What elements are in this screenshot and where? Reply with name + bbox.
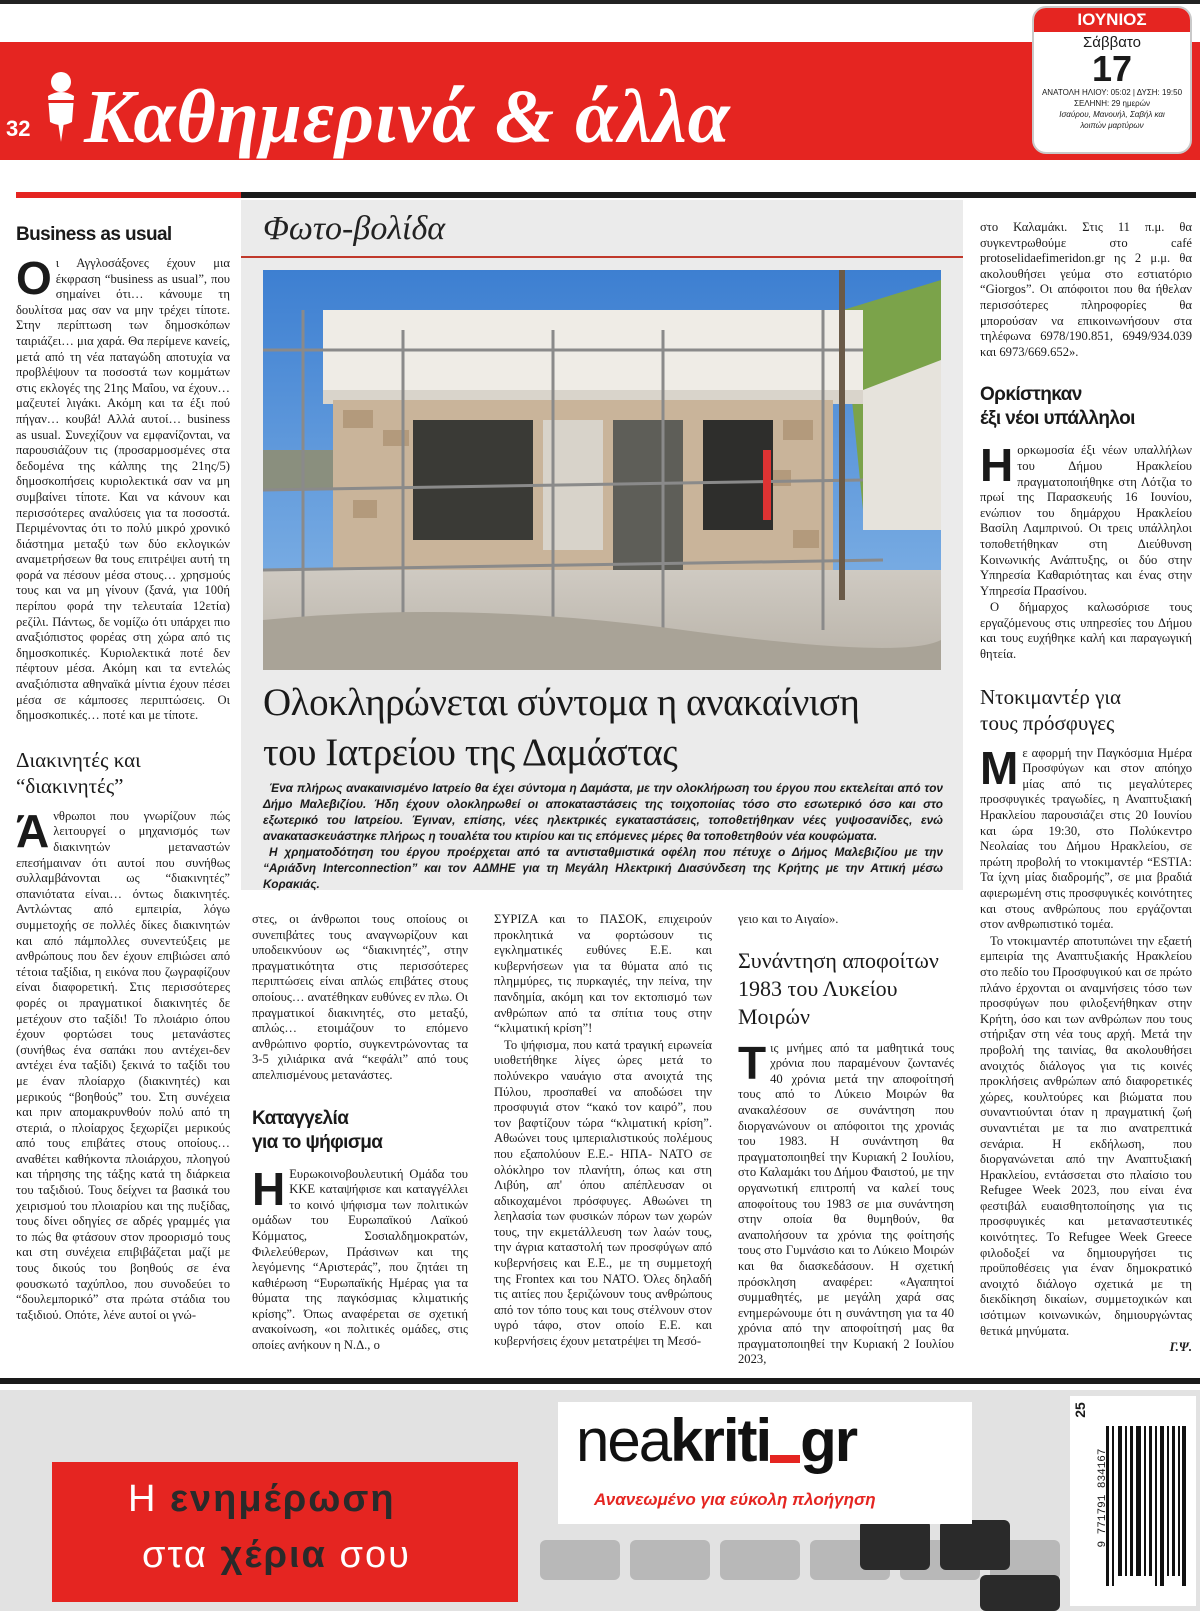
barcode-number: 9 771791 834167 <box>1097 1448 1109 1548</box>
date-sun-times: ΑΝΑΤΟΛΗ ΗΛΙΟΥ: 05:02 | ΔΥΣΗ: 19:50 <box>1041 88 1183 97</box>
feature-rule <box>241 256 963 258</box>
author-signature: Γ.Ψ. <box>1169 1340 1192 1355</box>
masthead <box>0 42 1200 160</box>
business-heading: Business as usual <box>16 224 172 245</box>
kataggelia-end: γειο και το Αιγαίο». <box>738 912 839 926</box>
ad-slogan-panel <box>52 1462 518 1602</box>
masthead-logo-icon <box>38 66 84 146</box>
column-left <box>16 224 230 1324</box>
dropcap: Η <box>980 439 1014 492</box>
documentary-article-2: Το ντοκιμαντέρ αποτυπώνει την εξαετή εμπειρία της Αναπτυξιακής Ηρακλείου στο πεδίο του Προσφυγικού και σε πρώτο πλάνο έρχονται οι αναμνήσεις τόσο των προσφύγων που φιλοξενήθηκαν στην Κρήτη, όσο και των ανθρώπων που τους στήριξαν στη νέα τους αρχή. Μετά την προβολή της ταινίας, θα ακολουθήσει ανοιχτός διάλογος για τις κοινές προκλήσεις ανθρώπων από διαφορετικές χώρες, κουλτούρες και βιώματα που συναντιούνται όταν η πραγματική ζωή συναντιέται με τα πιο ανατρεπτικά σενάρια. Η εκδήλωση, που διοργανώνεται από την Αναπτυξιακή Ηρακλείου, εντάσσεται στο πλαίσιο του Refugee Week 2023, που είναι ένα φεστιβάλ ευαισθητοποίησης για τις προσφυγικές και μεταναστευτικές κοινότητες. Το Refugee Week Greece φιλοδοξεί να δημιουργήσει τις προϋποθέσεις για έναν δημοκρατικό ανοιχτό διάλογο σχετικά με τη διεκδίκηση δικαίων, συμμετοχικών και ισότιμων κοινωνικών, δημιουργώντας θετικά μηνύματα. <box>980 933 1193 1338</box>
feature-box <box>241 200 963 890</box>
kataggelia-continued: ΣΥΡΙΖΑ και το ΠΑΣΟΚ, επιχειρούν προκλητικά να φορτώσουν τις εγκληματικές ευθύνες Ε.Ε. και κυβερνήσεων για τα θύματα από τις πλημμύρες, τις πυρκαγιές, την πείνα, την πανδημία, ακόμη και τον εκτοπισμό των ανθρώπων από τα σπίτια τους στην “κλιματική κρίση”! <box>494 912 712 1036</box>
orkistikan-article: Ηορκωμοσία έξι νέων υπαλλήλων του Δήμου Ηρακλείου πραγματοποιήθηκε στη Λότζια το πρωί της Παρασκευής 16 Ιουνίου, ενώπιον του δημάρχου Ηρακλείου Βασίλη Λαμπρινού. Οι τρεις υπάλληλοι τοποθετήθηκαν στη Διεύθυνση Κοινωνικής Ανάπτυξης, οι δύο στην Υπηρεσία Καθαριότητας και ένας στην Υπηρεσία Πρασίνου. <box>980 439 1192 598</box>
synantisi-continued: στο Καλαμάκι. Στις 11 π.μ. θα συγκεντρωθούμε στο café protoselidaefimeridon.gr ης 2 μ.μ. θα ακολουθήσει γεύμα στο εστιατόριο “Giorgos”. Οι απόφοιτοι που θα ήθελαν περισσότερες πληροφορίες θα μπορούσαν να επικοινωνήσουν στα τηλέφωνα 6978/190.851, 6949/934.039 και 6973/669.652». <box>980 220 1192 359</box>
kataggelia-article: Η Ευρωκοινοβουλευτική Ομάδα του ΚΚΕ καταψήφισε και καταγγέλλει το κοινό ψήφισμα των πολιτικών ομάδων του Ευρωπαϊκού Λαϊκού Κόμματος, Σοσιαλδημοκρατών, Φιλελεύθερων, Πράσινων και της λεγόμενης “Αριστεράς”, που ζητάει τη καθιέρωση “Ευρωπαϊκής Ημέρας για τα θύματα της παγκόσμιας κλιματικής κρίσης”. Όπως αναφέρεται σε σχετική ανακοίνωση, «οι πολιτικές ομάδες, στις οποίες ανήκουν η Ν.Δ., ο <box>252 1162 468 1353</box>
logo-underscore-icon <box>770 1455 800 1463</box>
diakinites-heading: Διακινητές και “διακινητές” <box>16 747 141 798</box>
column-right <box>980 220 1192 1356</box>
documentary-heading: Ντοκιμαντέρ για τους πρόσφυγες <box>980 684 1122 735</box>
barcode-issue: 25 <box>1071 1402 1088 1418</box>
column-4 <box>738 912 954 1369</box>
date-day-number: 17 <box>1091 48 1133 89</box>
dropcap: Η <box>252 1162 286 1215</box>
bottom-rule <box>0 1378 1200 1384</box>
neakriti-advertisement[interactable] <box>0 1390 1200 1611</box>
feature-headline: Ολοκληρώνεται σύντομα η ανακαίνιση του Ιατρείου της Δαμάστας <box>263 681 860 774</box>
ad-tagline: Ανανεωμένο για εύκολη πλοήγηση <box>594 1490 876 1509</box>
feature-photo <box>263 270 941 670</box>
diakinites-continued: στες, οι άνθρωποι τους οποίους οι συνεπιβάτες τους αναγνωρίζουν και υποδεικνύουν ως “διακινητές”, στην πραγματικότητα στις περισσότερες περιπτώσεις είναι απλώς επιβάτες στους οποίους… ανατέθηκαν ευθύνες εν πλω. Οι πραγματικοί διακινητές, στο μεταξύ, απλώς… ετοιμάζουν το επόμενο ανθρώπινο φορτίο, συγκεντρώνοντας τα 3-5 χιλιάρικα ανά “κεφάλι” από τους απελπισμένους μετανάστες. <box>252 912 468 1082</box>
top-rule <box>0 0 1200 4</box>
page-number: 32 <box>6 116 31 141</box>
synantisi-article: Τις μνήμες από τα μαθητικά τους χρόνια που παραμένουν ζωντανές 40 χρόνια μετά την αποφοίτησή τους από το Λύκειο Μοιρών θα ανακαλέσουν σε συνάντηση που διοργανώνουν οι απόφοιτοι της χρονιάς του 1983. Η συνάντηση θα πραγματοποιηθεί την Κυριακή 2 Ιουλίου, στο Καλαμάκι του Δήμου Φαιστού, με την οργανωτική επιτροπή να καλεί τους αποφοίτους του 1983 σε μια συνάντηση στην οποία θα θυμηθούν, θα αναπολήσουν τα χρόνια της φοίτησής τους στο Γυμνάσιο και το Λύκειο Μοιρών και θα διασκεδάσουν. Η σχετική πρόσκληση αναφέρει: «Αγαπητοί συμμαθητές, με μεγάλη χαρά σας ενημερώνουμε ότι η συνάντηση για τα 40 χρόνια από την αποφοίτησή μας θα πραγματοποιηθεί την Κυριακή 2 Ιουλίου 2023, <box>738 1036 954 1367</box>
synantisi-heading: Συνάντηση αποφοίτων 1983 του Λυκείου Μοιρών <box>738 947 939 1029</box>
business-article: Οι Αγγλοσάξονες έχουν μια έκφραση “business as usual”, που σημαίνει ότι… κάνουμε τη δουλίτσα μας σαν να μην τρέχει τίποτε. Στην περίπτωση των δημοσκόπων ταιριάζει… μια χαρά. Θα περίμενε κανείς, μετά από τη νέα παταγώδη αποτυχία να προβλέψουν τα ποσοστά των κομμάτων στις εκλογές της 21ης Μαΐου, να έχουν… μαζευτεί λιγάκι. Ακόμη και τα έξι πού πήγαν… κουβά! Αλλά αυτοί… business as usual. Συνεχίζουν να εμφανίζονται, να παρουσιάζουν τις (προσαρμοσμένες στα δεδομένα της κάλπης της 21ης/5) δημοσκοπήσεις κυριολεκτικά σαν να μη συμβαίνει τίποτε. Και να κάνουν και περισσότερες αναλύσεις για τα ποσοστά. Περιμένοντας ότι το πολύ μικρό χρονικό διάστημα μεταξύ των δύο εκλογικών αναμετρήσεων θα τους επιτρέψει αυτή τη φορά να πέσουν μέσα στους… χρησμούς τους και να μη γίνουν (ξανά, για 100ή περίπου φορά την τελευταία 12ετία) ρεζίλι. Πάντως, δε νομίζω ότι υπάρχει πιο αναξιόπιστος φορέας στη χώρα από τις δημοσκοπικές. Κυριολεκτικά ποτέ δεν πέφτουν μέσα. Ακόμη και τα εντελώς αναξιόπιστα αθηναϊκά μίντια έχουν πέσει μέσα σε κάμποσες περιπτώσεις. Οι δημοσκοπικές… ποτέ και με τίποτε. <box>16 252 230 723</box>
kataggelia-heading: Καταγγελία για το ψήφισμα <box>252 1107 383 1153</box>
neakriti-logo: neakriti gr <box>576 1407 857 1474</box>
barcode <box>1070 1396 1196 1606</box>
documentary-article: Με αφορμή την Παγκόσμια Ημέρα Προσφύγων και στον απόηχο μίας από τις μεγαλύτερες προσφυγικές τραγωδίες, η Αναπτυξιακή Ηρακλείου παρουσιάζει στις 20 Ιουνίου και ώρα 19:30, στο Πολύκεντρο Νεολαίας του Δήμου Ηρακλείου, σε πρώτη προβολή το ντοκιμαντέρ “ESTIA: Τα ίχνη μίας διαδρομής”, σε μια βραδιά αφιερωμένη στις προσφυγικές κοινότητες και στους ανθρώπους που εργάζονται στον ανθρωπιστικό τομέα. <box>980 741 1192 932</box>
date-weekday: Σάββατο <box>1083 34 1141 51</box>
date-moon: ΣΕΛΗΝΗ: 29 ημερών <box>1074 99 1150 108</box>
column-3 <box>494 912 712 1351</box>
dropcap: Μ <box>980 741 1019 794</box>
orkistikan-article-2: Ο δήμαρχος καλωσόρισε τους εργαζόμενους στις υπηρεσίες του Δήμου και τους ευχήθηκε καλή και παραγωγική θητεία. <box>980 600 1192 662</box>
barcode-icon <box>1070 1396 1196 1606</box>
kataggelia-continued-2: Το ψήφισμα, που κατά τραγική ειρωνεία υιοθετήθηκε λίγες ώρες μετά το πολύνεκρο ναυάγιο στα ανοιχτά της Πύλου, προσπαθεί να αποδώσει την προσφυγιά στον “κακό τον καιρό”, που τον βαφτίζουν τώρα “κλιματική κρίση”. Αθωώνει τους ιμπεριαλιστικούς πολέμους που εξαπολύουν Ε.Ε.- ΗΠΑ- ΝΑΤΟ σε ολόκληρο τον πλανήτη, όπως και στη Λιβύη, απ' όπου απέπλευσαν οι αδικοχαμένοι πρόσφυγες. Αθωώνει τη λεηλασία των φυσικών πόρων των χωρών τους, την εκμετάλλευση των λαών τους, την άγρια καταστολή των προσφύγων από κυβερνήσεις και Ε.Ε., με τη συμμετοχή της Frontex και του ΝΑΤΟ. Όλες δηλαδή τις αιτίες που ξεριζώνουν τους ανθρώπους από τον τόπο τους και τους στέλνουν στον υγρό τάφο, στον οποίο Ε.Ε. και κυβερνήσεις έχουν μετατρέψει τη Μεσό- <box>494 1037 712 1349</box>
dropcap: Ά <box>16 804 50 857</box>
date-saints: Ισαύρου, Μανουήλ, Σαβήλ και λοιπών μαρτύρων <box>1059 110 1165 130</box>
dropcap: Τ <box>738 1036 767 1089</box>
ad-brand-box <box>558 1402 972 1524</box>
date-month: ΙΟΥΝΙΟΣ <box>1034 8 1190 32</box>
date-box <box>1032 6 1192 154</box>
orkistikan-heading: Ορκίστηκαν έξι νέοι υπάλληλοι <box>980 384 1135 430</box>
feature-label: Φωτο-βολίδα <box>263 210 446 247</box>
feature-lead: Ένα πλήρως ανακαινισμένο Ιατρείο θα έχει σύντομα η Δαμάστα, με την ολοκλήρωση του έργου που εκτελείται από τον Δήμο Μαλεβιζίου. Ήδη έχουν ολοκληρωθεί οι αποκαταστάσεις της τοιχοποιίας τόσο στο εσωτερικό όσο και στο εξωτερικό του Ιατρείου. Έγιναν, επίσης, νέες ηλεκτρικές εγκαταστάσεις, τοποθετήθηκαν νέες γυψοσανίδες, ενώ ανακατασκευάστηκε πλήρως η τουαλέτα του κτιρίου και τις επόμενες μέρες θα τοποθετηθούν νέα κουφώματα. Η χρηματοδότηση του έργου προέρχεται από τα αντισταθμιστικά οφέλη που πέτυχε ο Δήμος Μαλεβιζίου με την “Αριάδνη Interconnection” και τον ΑΔΜΗΕ για τη Μεγάλη Ηλεκτρική Διασύνδεση της Κρήτης με την Αττική μέσω Κορακιάς. <box>263 781 943 891</box>
ad-slogan-line1: Η ενημέρωση <box>128 1478 396 1520</box>
section-rule-accent <box>16 192 241 198</box>
dropcap: Ο <box>16 252 52 304</box>
ad-slogan-line2: στα χέρια σου <box>142 1534 411 1576</box>
column-2 <box>252 912 468 1355</box>
diakinites-article: Άνθρωποι που γνωρίζουν πώς λειτουργεί ο μηχανισμός των διακινητών μεταναστών επεσήμαιναν ότι αυτοί που συνήθως συλλαμβάνονται ως “διακινητές” σπανιότατα είναι… όντως διακινητές. Αντλώντας από εμπειρία, λόγω συμμετοχής σε πολλές δίκες διακινητών και από πάμπολλες συνεντεύξεις με ανθρώπους που δεν έχουν επιβιώσει από τέτοια ταξίδια, η εικόνα που ζωγραφίζουν είναι διαφορετική. Στις περισσότερες φορές οι πραγματικοί διακινητές δε μετέχουν στο ταξίδι! Το πλοιάριο όπου έχουν φορτώσει τους μετανάστες (συνήθως ένα σαπάκι που αντέχει-δεν αντέχει ένα ταξίδι) ξεκινά το ταξίδι του με έναν πλοίαρχο (διακινητές) και μερικούς “βοηθούς” του. Στη συνέχεια και πριν απομακρυνθούν πολύ από τη στεριά, ο πλοίαρχος ξεχωρίζει μερικούς από τους επιβάτες στους οποίους… αναθέτει καθήκοντα πλοιάρχου, πλοηγού και τήρησης της τάξης κατά τη διάρκεια του ταξιδιού. Τους δείχνει τα βασικά του χειρισμού του πλοιαρίου και της πυξίδας, τους δίνει οδηγίες σε αδρές γραμμές για το πώς θα φτάσουν στον προορισμό τους και στη συνέχεια επιβιβάζεται μαζί με τους δικούς του βοηθούς σε ένα φουσκωτό ταχύπλοο, που συνοδεύει το “δουλεμπορικό” στα πρώτα στάδια του ταξιδιού. Οπότε, λένε αυτοί οι γνώ- <box>16 804 230 1322</box>
masthead-title: Καθημερινά & άλλα <box>84 75 731 159</box>
